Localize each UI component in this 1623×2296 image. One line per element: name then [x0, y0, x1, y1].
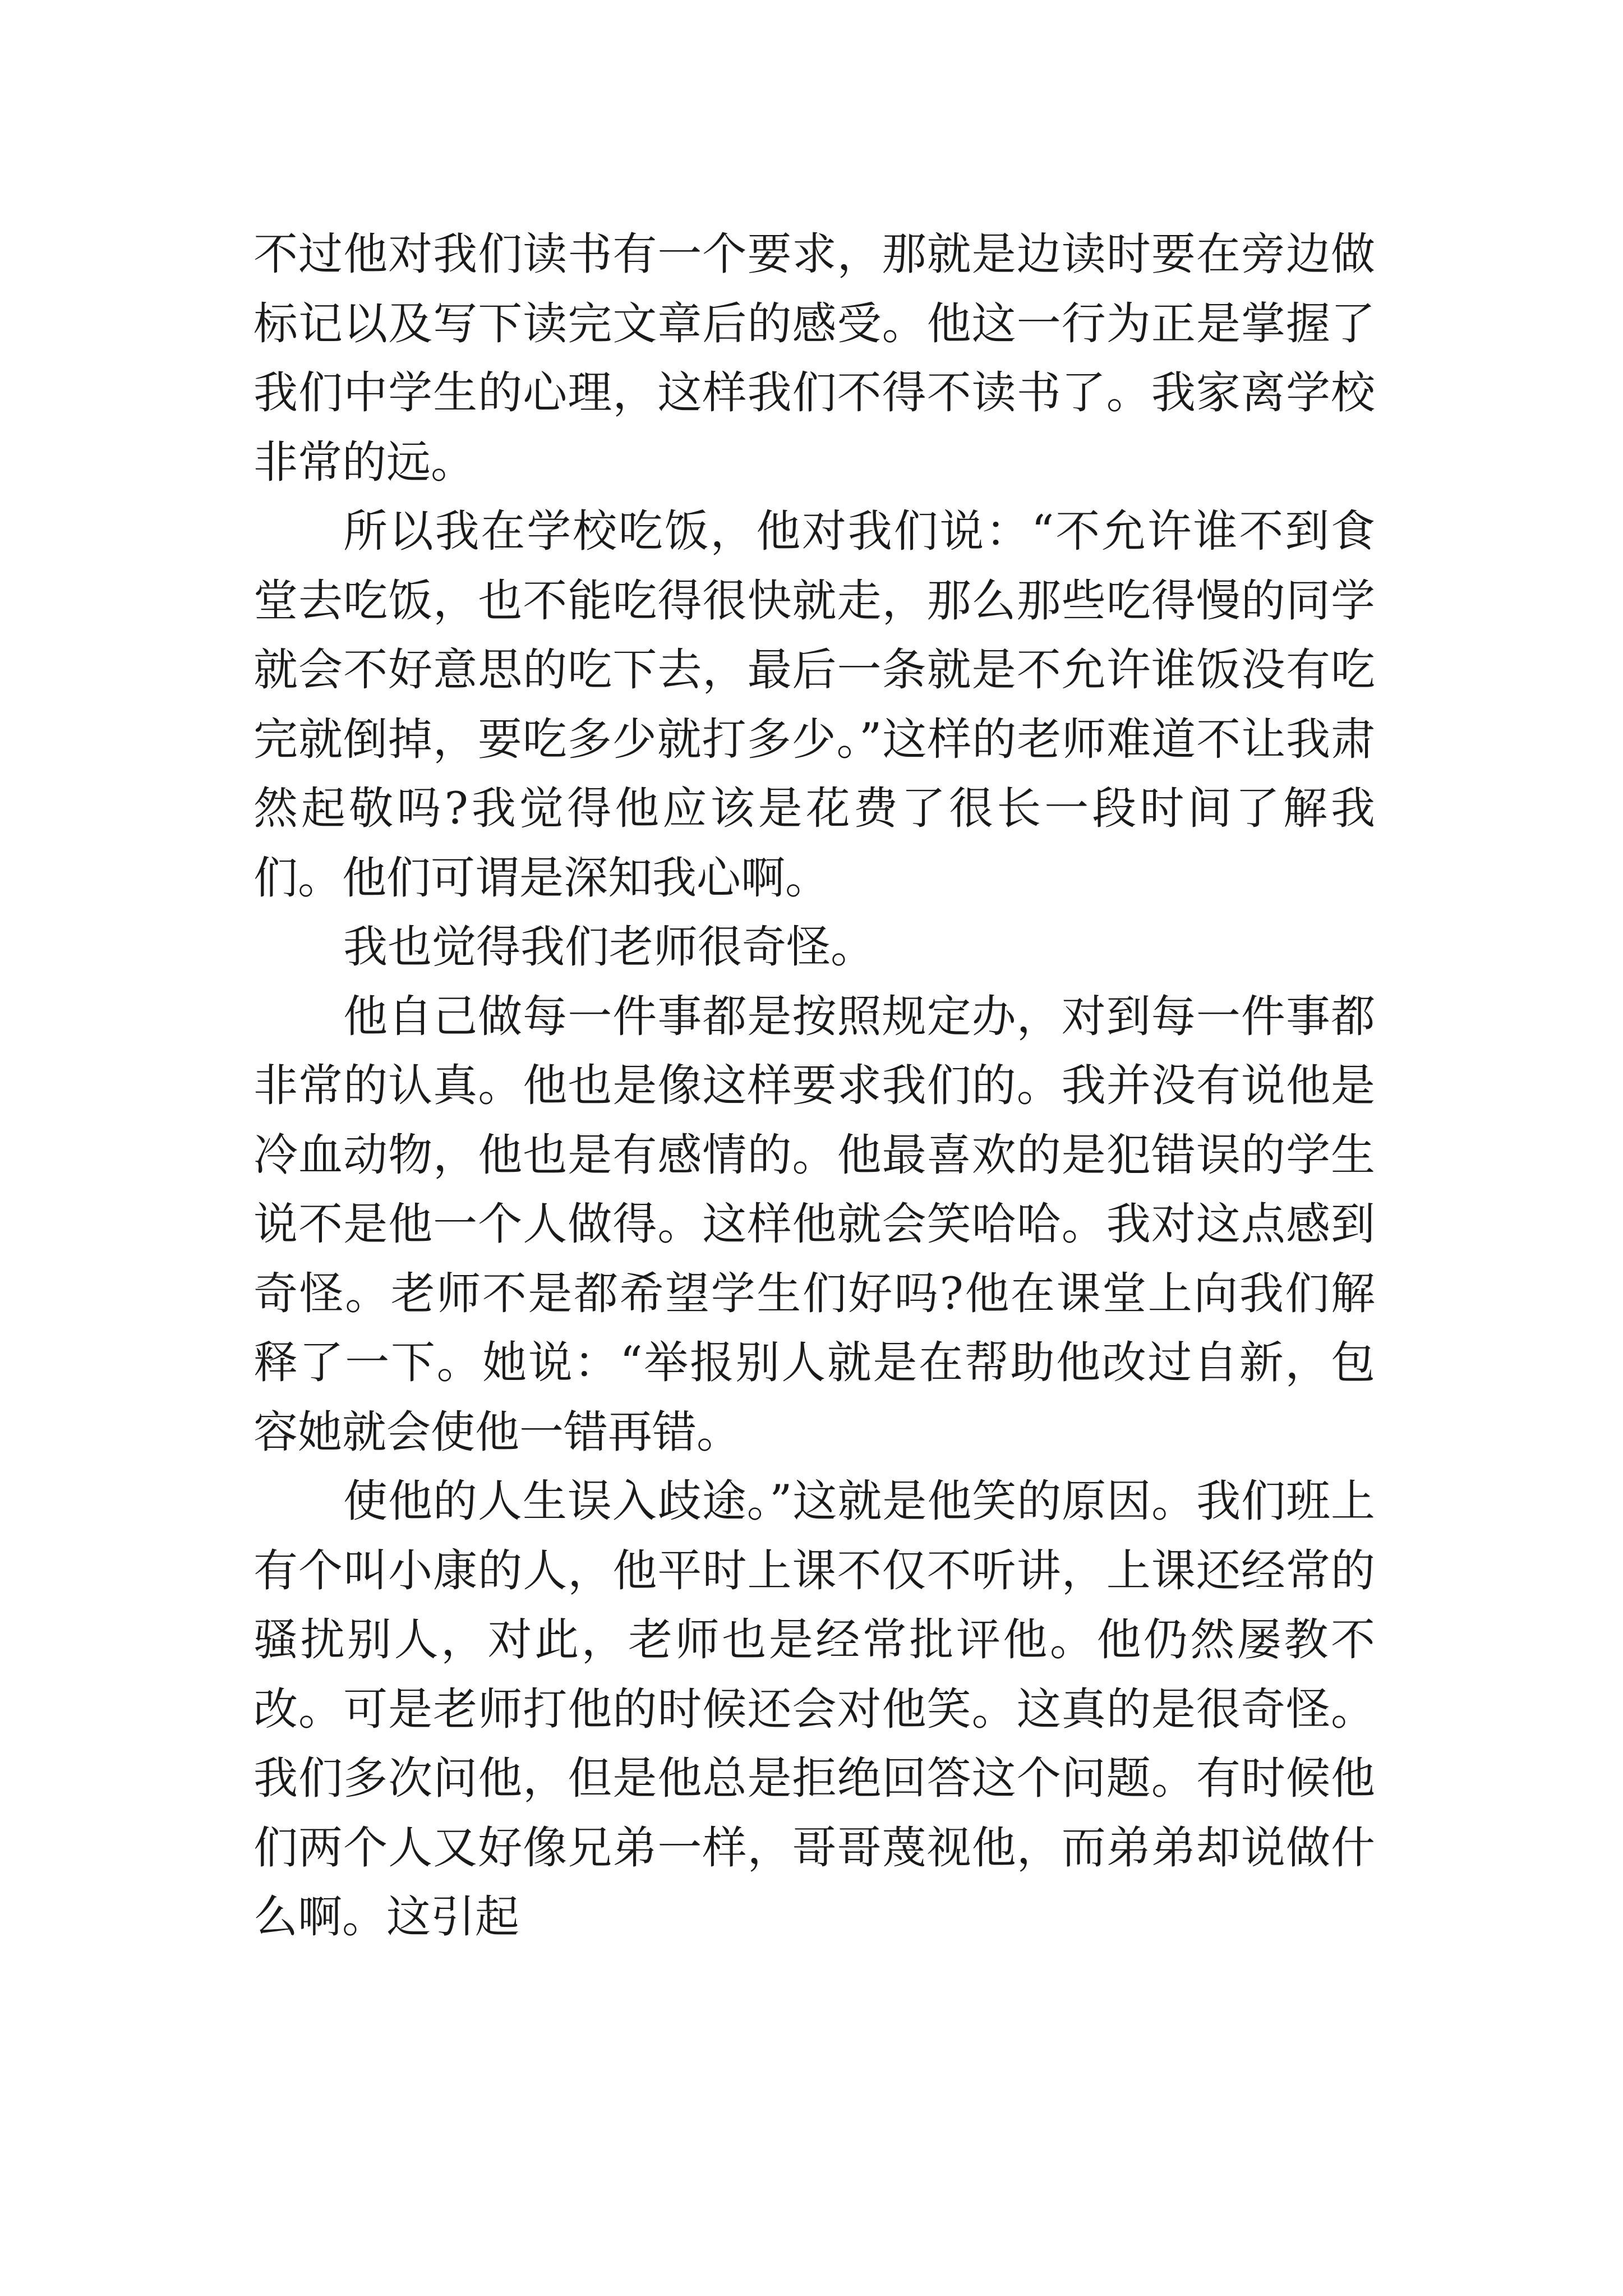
paragraph-1: 不过他对我们读书有一个要求，那就是边读时要在旁边做标记以及写下读完文章后的感受。他这一行为正是掌握了我们中学生的心理，这样我们不得不读书了。我家离学校非常的远。 — [253, 228, 1375, 488]
paragraph-3: 我也觉得我们老师很奇怪。 — [343, 921, 875, 973]
paragraph-2: 所以我在学校吃饭，他对我们说：“不允许谁不到食堂去吃饭，也不能吃得很快就走，那么那些吃得慢的同学就会不好意思的吃下去，最后一条就是不允许谁饭没有吃完就倒掉，要吃多少就打多少。”这样的老师难道不让我肃然起敬吗?我觉得他应该是花费了很长一段时间了解我们。他们可谓是深知我心啊。 — [253, 505, 1375, 904]
document-body — [253, 220, 1375, 1952]
paragraph-4: 他自己做每一件事都是按照规定办，对到每一件事都非常的认真。他也是像这样要求我们的。我并没有说他是冷血动物，他也是有感情的。他最喜欢的是犯错误的学生说不是他一个人做得。这样他就会笑哈哈。我对这点感到奇怪。老师不是都希望学生们好吗?他在课堂上向我们解释了一下。她说：“举报别人就是在帮助他改过自新，包容她就会使他一错再错。 — [253, 990, 1375, 1458]
paragraph-5: 使他的人生误入歧途。”这就是他笑的原因。我们班上有个叫小康的人，他平时上课不仅不听讲，上课还经常的骚扰别人，对此，老师也是经常批评他。他仍然屡教不改。可是老师打他的时候还会对他笑。这真的是很奇怪。我们多次问他，但是他总是拒绝回答这个问题。有时候他们两个人又好像兄弟一样，哥哥蔑视他，而弟弟却说做什么啊。这引起 — [253, 1475, 1375, 1943]
